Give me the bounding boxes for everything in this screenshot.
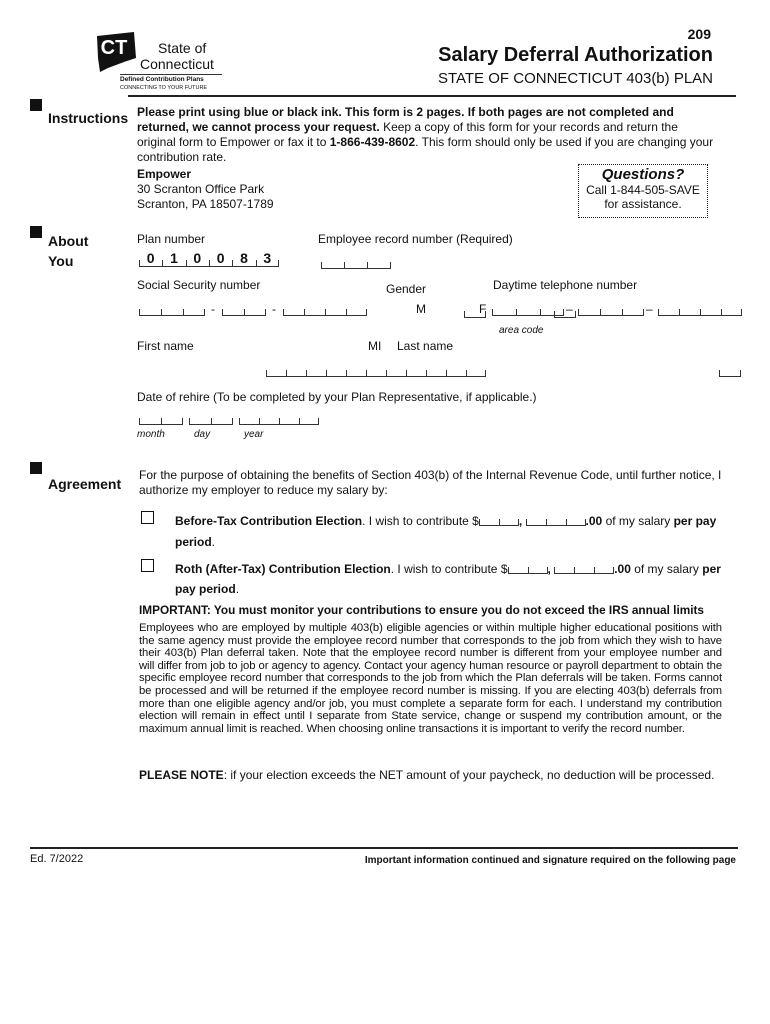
employee-record-label: Employee record number (Required): [318, 232, 513, 246]
month-label: month: [137, 429, 165, 440]
plan-number-digit: 0: [216, 250, 225, 266]
fax-number: 1-866-439-8602: [329, 135, 416, 149]
pretax-checkbox[interactable]: [141, 511, 154, 524]
pretax-per: per pay: [673, 514, 717, 528]
ssn-field[interactable]: - -: [139, 305, 369, 317]
plan-number-digit: 1: [170, 250, 178, 266]
questions-phone: Call 1-844-505-SAVE: [586, 183, 700, 197]
phone-field[interactable]: – –: [492, 305, 744, 317]
plan-number-digit: 0: [193, 250, 202, 266]
gender-m-label: M: [416, 302, 426, 316]
header-divider: [128, 95, 736, 97]
address-line-1: 30 Scranton Office Park: [137, 182, 265, 196]
about-label-2: You: [48, 253, 74, 269]
roth-per: per: [702, 562, 721, 576]
about-label: [48, 231, 88, 271]
agreement-intro: For the purpose of obtaining the benefits of Section 403(b) of the Internal Revenue Code, until further notice, I authorize my employer to reduce my salary by:: [139, 468, 722, 497]
logo: [92, 26, 232, 96]
svg-text:CT: CT: [100, 37, 128, 59]
phone-label: Daytime telephone number: [493, 278, 638, 292]
important-notice: IMPORTANT: You must monitor your contributions to ensure you do not exceed the IRS annual limits: [139, 603, 704, 617]
mi-label: MI: [368, 339, 382, 353]
year-label: year: [244, 429, 264, 440]
form-number: 209: [687, 26, 711, 42]
last-name-label: Last name: [397, 339, 454, 353]
pretax-text: . I wish to contribute $: [362, 514, 479, 528]
roth-cents: .00: [614, 562, 631, 576]
logo-text-1: State of: [158, 40, 207, 56]
instructions-end: . This form should only be used if you are changing your contribution rate.: [137, 135, 714, 164]
section-marker: [30, 462, 42, 474]
agreement-label: Agreement: [48, 476, 122, 492]
plan-number-digit: 0: [146, 250, 155, 266]
day-label: day: [194, 429, 211, 440]
pretax-amount-field-2[interactable]: [526, 515, 586, 526]
roth-title: Roth (After-Tax) Contribution Election: [175, 562, 391, 576]
ssn-label: Social Security number: [137, 278, 261, 292]
instructions-body: Keep a copy of this form for your records and return the original form to Empower or fax it to: [137, 120, 678, 149]
continued-note: Important information continued and signature required on the following page: [364, 855, 736, 866]
pretax-title: Before-Tax Contribution Election: [175, 514, 363, 528]
note-title: PLEASE NOTE: [139, 768, 224, 782]
roth-of: of my salary: [630, 562, 703, 576]
about-label-1: About: [48, 233, 89, 249]
roth-amount-field[interactable]: [508, 563, 548, 574]
agreement-body: Employees who are employed by multiple 403(b) eligible agencies or within multiple higher educational positions with the same agency must provide the employee record number that corresponds to the job from which they wish to have their 403(b) Plan deferral taken. Note that the employee record number is different from your employee number and will differ from job to job or agency to agency. Contact your agency human resource or payroll department to obtain the specific employee record number that corresponds to the job from which the Plan deferrals will be taken. Forms cannot be processed and will be returned if the employee record number is missing. If you are electing 403(b) deferrals from more than one eligible agency and/or job, you must complete a separate form for each. I understand my contribution election will remain in effect until I separate from State service, change or suspend my contribution amount, or the maximum annual limit is reached. When choosing online transactions it is important to verify the record number.: [139, 622, 722, 735]
roth-amount-field-2[interactable]: [554, 563, 614, 574]
mi-field[interactable]: [719, 366, 741, 377]
roth-checkbox[interactable]: [141, 559, 154, 572]
roth-election: Roth (After-Tax) Contribution Election. I wish to contribute $ , .00 of my salary per pay period.: [175, 562, 721, 596]
questions-assist: for assistance.: [604, 197, 682, 211]
section-marker: [30, 226, 42, 238]
roth-text: . I wish to contribute $: [390, 562, 508, 576]
logo-sub-2: CONNECTING TO YOUR FUTURE: [120, 85, 208, 91]
plan-number-label: Plan number: [137, 232, 206, 246]
instructions-bold: Please print using blue or black ink. This form is 2 pages. If both pages are not completed and returned, we cannot process your request.: [137, 105, 674, 134]
logo-sub-1: Defined Contribution Plans: [120, 76, 204, 83]
page-subtitle: STATE OF CONNECTICUT 403(b) PLAN: [437, 70, 713, 87]
employee-record-field[interactable]: [321, 258, 391, 269]
rehire-label: Date of rehire (To be completed by your Plan Representative, if applicable.): [137, 390, 537, 404]
please-note: [139, 768, 714, 782]
section-marker: [30, 99, 42, 111]
pretax-period: period: [175, 535, 212, 549]
logo-text-2: Connecticut: [140, 56, 214, 72]
plan-number-field: [139, 250, 279, 267]
connecticut-map-icon: [94, 28, 140, 74]
questions-title: Questions?: [601, 166, 685, 183]
instructions-text: [137, 105, 717, 165]
page-title: Salary Deferral Authorization: [438, 44, 713, 66]
address-line-2: Scranton, PA 18507-1789: [137, 197, 274, 211]
area-code-label: area code: [499, 325, 544, 336]
gender-f-label: F: [479, 302, 487, 316]
gender-label: Gender: [386, 282, 427, 296]
questions-box: [578, 164, 708, 218]
pretax-cents: .00: [585, 514, 603, 528]
pretax-of: of my salary: [602, 514, 674, 528]
pretax-election: Before-Tax Contribution Election. I wish to contribute $ , .00 of my salary per pay period.: [175, 514, 717, 549]
edition: Ed. 7/2022: [30, 853, 84, 865]
instructions-label: Instructions: [48, 110, 129, 126]
plan-number-digit: 8: [240, 250, 248, 266]
footer-divider: [30, 847, 738, 849]
roth-period: pay period: [175, 582, 236, 596]
first-name-label: First name: [137, 339, 194, 353]
first-name-field[interactable]: [266, 366, 486, 377]
pretax-amount-field[interactable]: [479, 515, 519, 526]
plan-number-digit: 3: [263, 250, 272, 266]
note-text: : if your election exceeds the NET amount of your paycheck, no deduction will be processed.: [223, 768, 715, 782]
rehire-date-field[interactable]: [139, 414, 321, 426]
mailing-address: [137, 167, 274, 212]
address-name: Empower: [137, 167, 192, 181]
